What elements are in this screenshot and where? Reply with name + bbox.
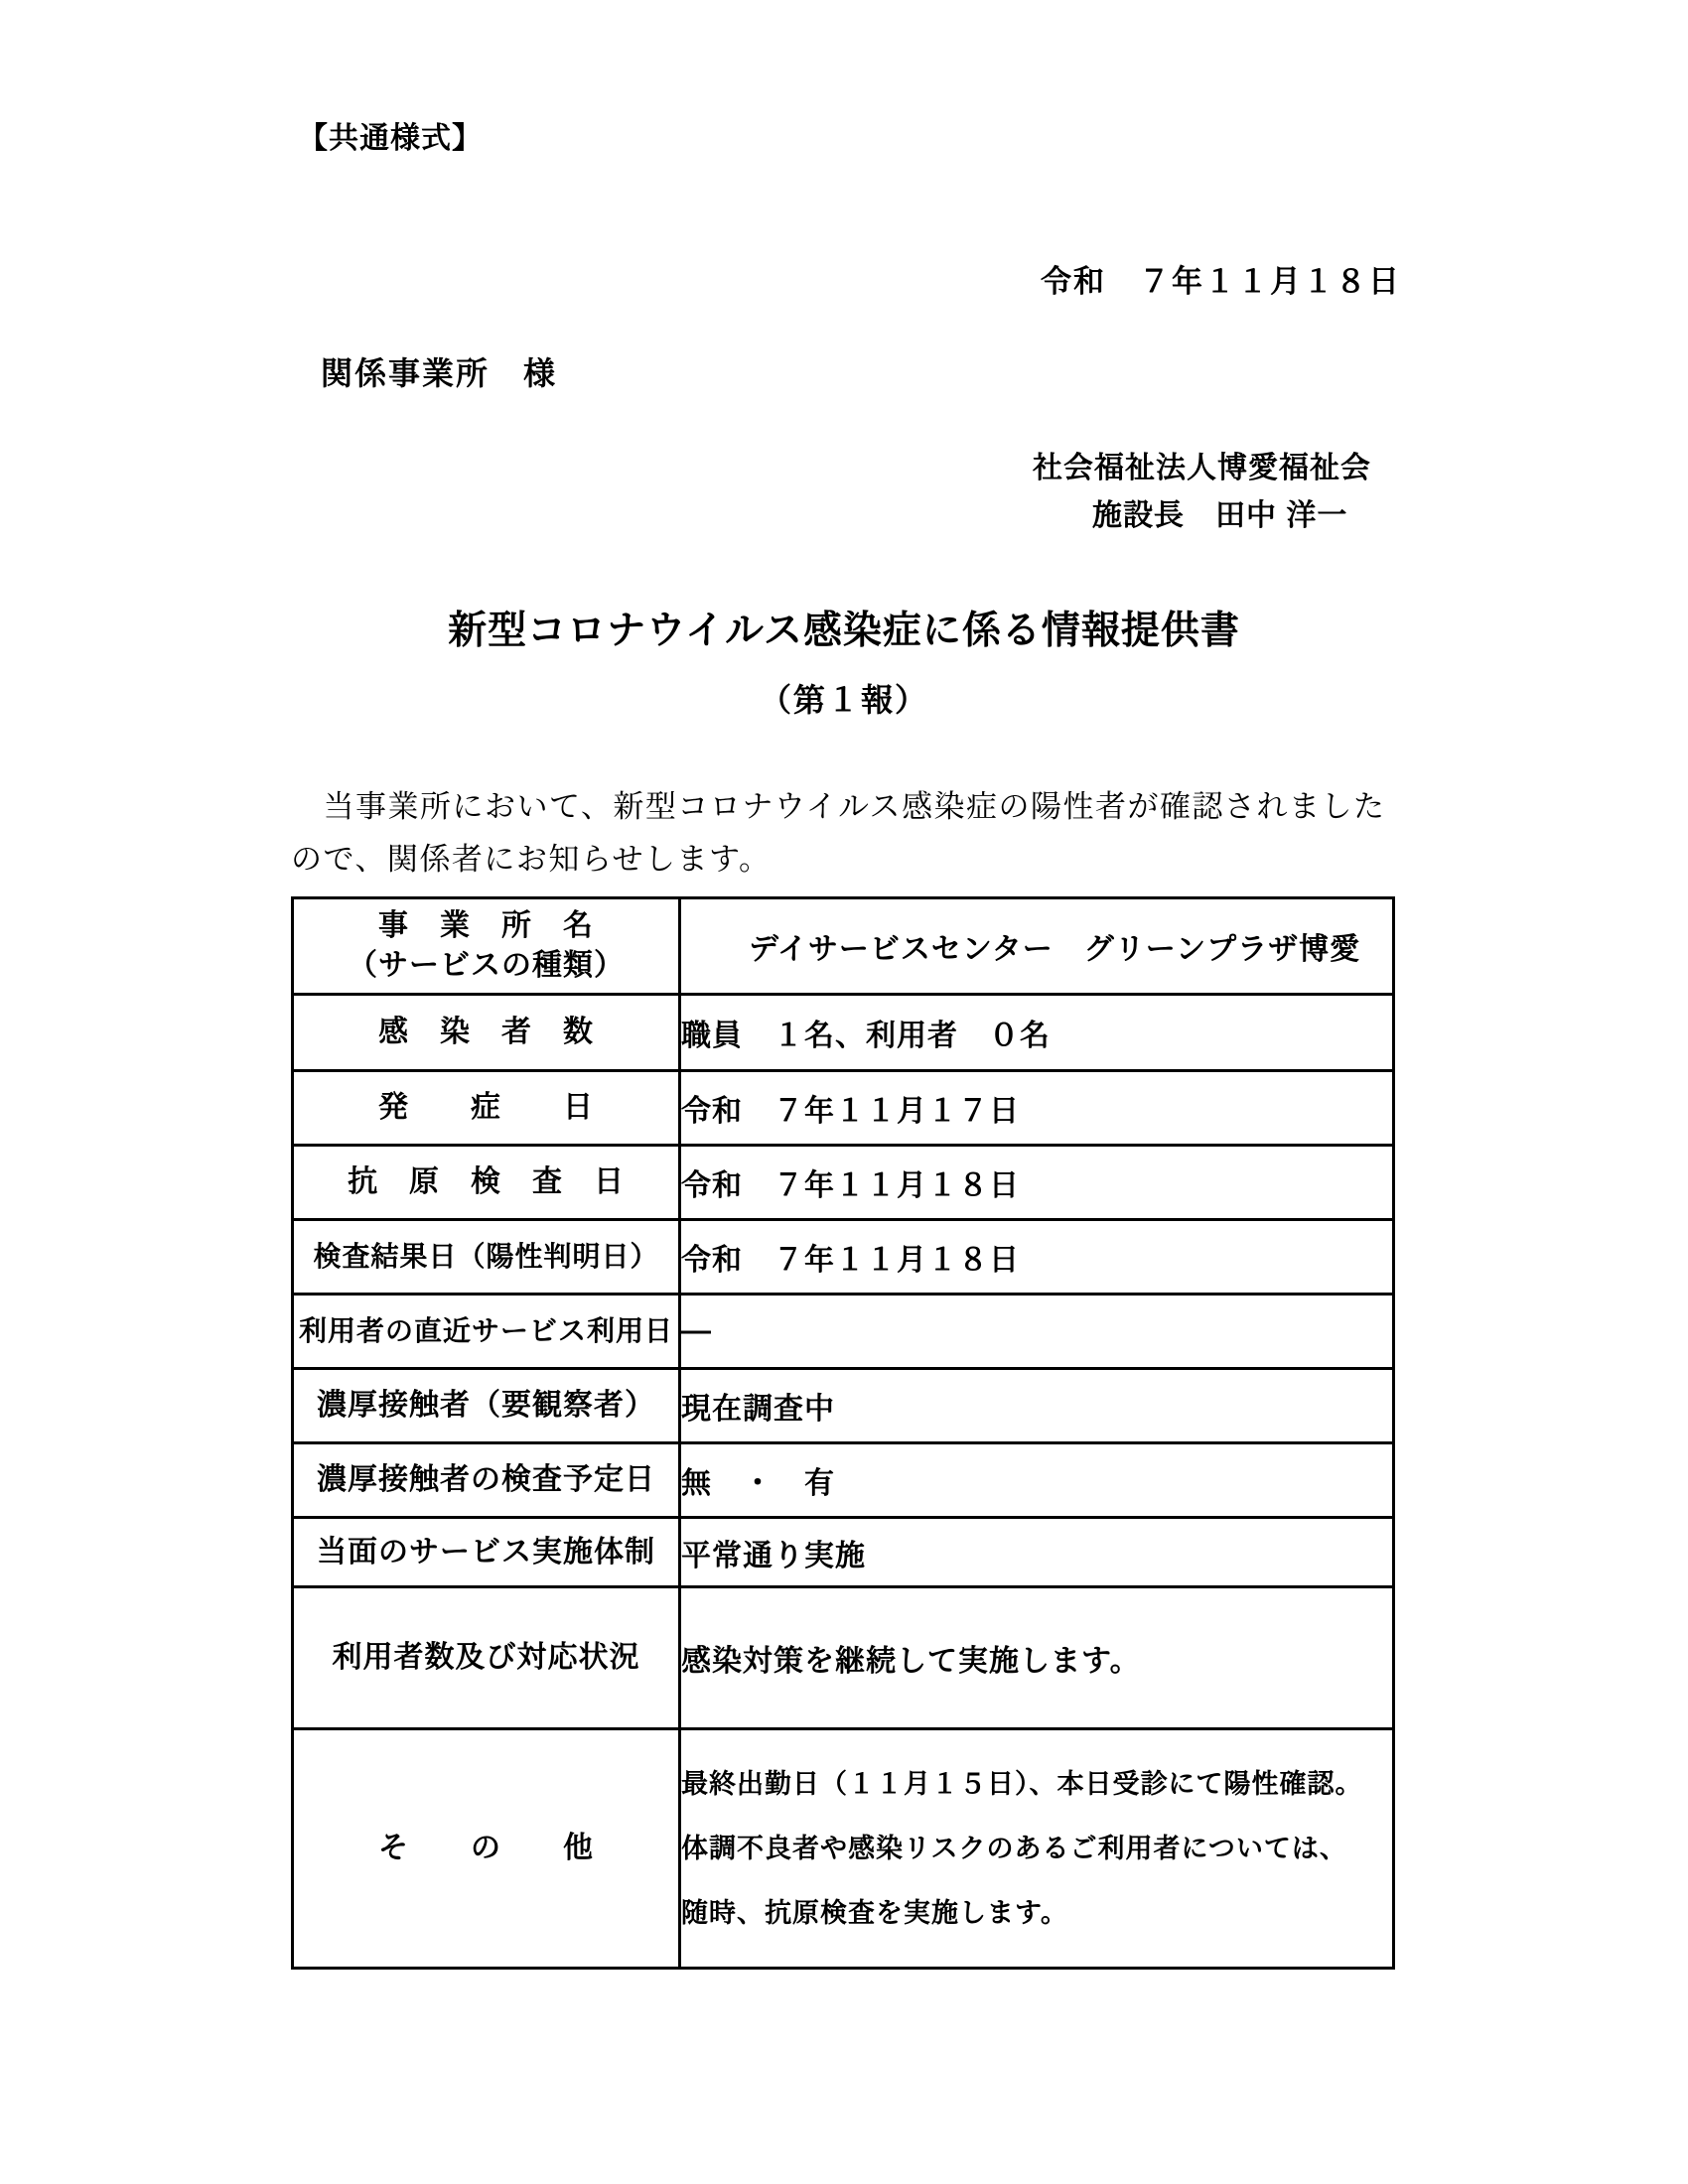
row-value: 無 ・ 有 <box>681 1467 835 1500</box>
table-row-result-date <box>293 1220 1394 1295</box>
table-row-other <box>293 1729 1394 1969</box>
row-label: 利用者の直近サービス利用日 <box>298 1315 673 1346</box>
row-label: 感 染 者 数 <box>378 1016 594 1048</box>
row-value-cell <box>680 898 1394 995</box>
row-value-cell <box>680 1443 1394 1518</box>
row-value-cell <box>680 1071 1394 1146</box>
row-label-cell <box>293 1295 680 1369</box>
row-label: 検査結果日（陽性判明日） <box>313 1241 659 1272</box>
row-value-cell <box>680 1729 1394 1969</box>
row-value-cell <box>680 1587 1394 1729</box>
table-row-close-contacts <box>293 1369 1394 1443</box>
row-label-sub: （サービスの種類） <box>348 949 625 982</box>
organization-name: 社会福祉法人博愛福祉会 <box>1033 452 1371 484</box>
row-value-cell <box>680 1518 1394 1587</box>
table-row-last-service-use-date <box>293 1295 1394 1369</box>
row-label: そ の 他 <box>378 1832 594 1864</box>
table-row-antigen-test-date <box>293 1146 1394 1220</box>
row-value: 令和 ７年１１月１７日 <box>681 1095 1020 1128</box>
row-value-line-1: 最終出勤日（１１月１５日）、本日受診にて陽性確認。 <box>681 1769 1363 1799</box>
row-value-line-2: 体調不良者や感染リスクのあるご利用者については、 <box>681 1834 1347 1863</box>
row-label: 濃厚接触者の検査予定日 <box>317 1463 655 1496</box>
row-value: 現在調査中 <box>681 1393 835 1426</box>
row-value: 職員 １名、利用者 ０名 <box>681 1020 1051 1052</box>
table-row-infected-count <box>293 995 1394 1071</box>
row-label-cell <box>293 1146 680 1220</box>
row-label: 発 症 日 <box>378 1091 594 1124</box>
row-value-cell <box>680 1369 1394 1443</box>
document-title: 新型コロナウイルス感染症に係る情報提供書 <box>448 610 1240 652</box>
row-label-cell <box>293 1369 680 1443</box>
row-label: 利用者数及び対応状況 <box>332 1641 640 1674</box>
table-row-users-response <box>293 1587 1394 1729</box>
issue-date: 令和 ７年１１月１８日 <box>1041 264 1401 299</box>
row-label-cell <box>293 1587 680 1729</box>
row-value-cell <box>680 1146 1394 1220</box>
row-label: 抗 原 検 査 日 <box>348 1165 625 1198</box>
organization-director: 施設長 田中 洋一 <box>1092 499 1348 532</box>
intro-paragraph <box>291 780 1403 886</box>
report-number: （第１報） <box>759 682 928 718</box>
intro-line-2: ので、関係者にお知らせします。 <box>291 842 772 877</box>
row-label-cell <box>293 1071 680 1146</box>
row-label-cell <box>293 1443 680 1518</box>
row-label-cell <box>293 1729 680 1969</box>
row-value-cell <box>680 1220 1394 1295</box>
row-label: 濃厚接触者（要観察者） <box>317 1389 655 1422</box>
row-value: ― <box>681 1314 712 1347</box>
row-label: 事 業 所 名 <box>378 909 594 942</box>
row-value-cell <box>680 995 1394 1071</box>
row-label-cell <box>293 1220 680 1295</box>
intro-line-1: 当事業所において、新型コロナウイルス感染症の陽性者が確認されました <box>291 789 1386 824</box>
row-label-cell <box>293 898 680 995</box>
row-value-line-3: 随時、抗原検査を実施します。 <box>681 1898 1068 1928</box>
table-row-office-name <box>293 898 1394 995</box>
table-row-onset-date <box>293 1071 1394 1146</box>
row-value: 令和 ７年１１月１８日 <box>681 1169 1020 1202</box>
row-value-cell <box>680 1295 1394 1369</box>
row-value: デイサービスセンター グリーンプラザ博愛 <box>749 933 1361 966</box>
row-value: 感染対策を継続して実施します。 <box>681 1645 1141 1678</box>
table-row-contact-test-schedule <box>293 1443 1394 1518</box>
recipient-line: 関係事業所 様 <box>321 355 558 391</box>
row-value: 令和 ７年１１月１８日 <box>681 1244 1020 1277</box>
row-label-cell <box>293 995 680 1071</box>
infection-info-table <box>291 896 1395 1970</box>
table-row-service-structure <box>293 1518 1394 1587</box>
row-value: 平常通り実施 <box>681 1539 866 1572</box>
row-label: 当面のサービス実施体制 <box>317 1535 655 1569</box>
form-type-tag: 【共通様式】 <box>298 122 483 155</box>
row-label-cell <box>293 1518 680 1587</box>
